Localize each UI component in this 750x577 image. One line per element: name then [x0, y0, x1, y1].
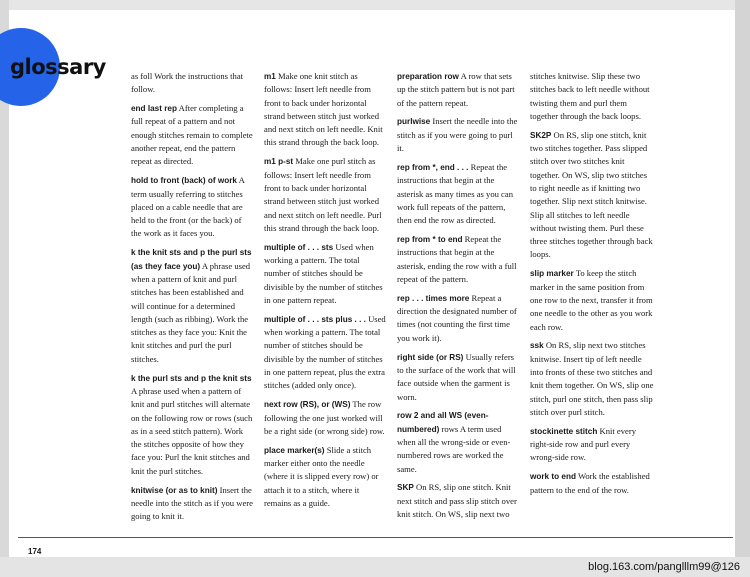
glossary-entry: [530, 339, 654, 419]
glossary-term: hold to front (back) of work: [131, 176, 237, 186]
glossary-entry: [530, 425, 654, 465]
glossary-entry: [530, 70, 654, 123]
glossary-entry: [397, 115, 521, 155]
glossary-term: k the purl sts and p the knit sts: [131, 373, 252, 383]
glossary-entry: as foll Work the instructions that follow.: [131, 71, 244, 95]
glossary-entry: [264, 398, 387, 438]
glossary-definition: On RS, slip next two stitches knitwise. Insert tip of left needle into fronts of these two stitches and knit them together. On WS, slip one stitch, purl one stitch, then pass slip stitch over purl stitch.: [530, 340, 654, 417]
glossary-definition: Repeat the instructions that begin at the asterisk as many times as you can work full repeats of the pattern, then end the row as directed.: [397, 161, 513, 226]
glossary-term: work to end: [530, 472, 576, 482]
glossary-term: place marker(s): [264, 445, 325, 455]
glossary-column-2: [264, 70, 387, 516]
glossary-term: SK2P: [530, 130, 552, 140]
glossary-definition: On RS, slip one stitch, knit two stitches together. Pass slipped stitch over two stitches knit together. On WS, slip two stitches to right needle as if knitting two together. Slip next stitch knitwise. Slip all stitches to left needle without twisting them. Purl these three stitches together through back loops.: [530, 129, 653, 260]
glossary-term: m1 p-st: [264, 157, 294, 167]
glossary-entry: [397, 481, 521, 521]
glossary-entry: [264, 155, 387, 235]
glossary-definition: Insert the needle into the stitch as if you were going to purl it.: [397, 116, 518, 154]
glossary-definition: A phrase used when a pattern of knit and purl stitches will alternate on the following row or rows (such as in a seed stitch pattern). Work the stitches opposite of how they face you: Purl the knit stitches and knit the purl stitches.: [131, 385, 253, 476]
glossary-definition: Knit every right-side row and purl every wrong-side row.: [530, 425, 637, 463]
glossary-entry: [264, 241, 387, 307]
glossary-definition: Make one knit stitch as follows: Insert left needle from front to back under horizontal strand between stitch just worked and next stitch on left needle. Knit this strand through the back loop.: [264, 71, 383, 148]
glossary-term: knitwise (or as to knit): [131, 485, 218, 495]
glossary-column-1: [131, 70, 253, 529]
scan-top-border: [0, 0, 750, 10]
page-number: 174: [28, 547, 42, 556]
glossary-definition: A phrase used when a pattern of knit and purl stitches has been established and will continue for a determined length (such as ribbing). Work the stitches as they face you: Knit the knit stitches and purl the purl stitches.: [131, 260, 251, 364]
glossary-definition: Work the established pattern to the end of the row.: [530, 471, 650, 495]
glossary-term: purlwise: [397, 117, 431, 127]
glossary-entry: [131, 246, 253, 366]
glossary-term: k the knit sts and p the purl sts (as they face you): [131, 248, 252, 271]
glossary-definition: On RS, slip one stitch. Knit next stitch and pass slip stitch over knit stitch. On WS, slip next two: [397, 482, 517, 520]
glossary-term: ssk: [530, 341, 544, 351]
glossary-entry: [397, 233, 521, 286]
glossary-term: right side (or RS): [397, 352, 464, 362]
glossary-term: next row (RS), or (WS): [264, 400, 351, 410]
page-title: glossary: [10, 55, 106, 79]
glossary-term: rep from *, end . . .: [397, 162, 469, 172]
glossary-term: end last rep: [131, 104, 177, 114]
glossary-definition: Usually refers to the surface of the work that will face outside when the garment is worn.: [397, 351, 516, 402]
glossary-term: multiple of . . . sts: [264, 242, 334, 252]
glossary-definition: Make one purl stitch as follows: Insert left needle from front to back under horizontal strand between stitch just worked and next stitch on left needle. Purl this strand through the back loop.: [264, 156, 382, 233]
glossary-entry: [530, 267, 654, 333]
glossary-term: multiple of . . . sts plus . . .: [264, 314, 366, 324]
glossary-column-4: [530, 70, 654, 502]
glossary-entry: [397, 70, 521, 110]
glossary-term: row 2 and all WS (even-numbered): [397, 411, 489, 434]
glossary-entry: [264, 70, 387, 150]
footer-divider: [18, 537, 733, 538]
glossary-definition: Used when working a pattern. The total number of stitches should be divisible by the number of stitches in one pattern repeat, plus the extra stitches (added only once).: [264, 313, 386, 391]
glossary-entry: [131, 484, 253, 524]
glossary-definition: Used when working a pattern. The total number of stitches should be divisible by the number of stitches in one pattern repeat.: [264, 241, 383, 305]
glossary-definition: Slide a stitch marker either onto the needle (where it is slipped every row) or attach it to a stitch, where it remains as a guide.: [264, 444, 379, 508]
glossary-entry: [264, 444, 387, 510]
glossary-definition: stitches knitwise. Slip these two stitches back to left needle without twisting them and purl them together through the back loops.: [530, 71, 650, 121]
glossary-term: rep from * to end: [397, 235, 463, 245]
glossary-entry: [397, 161, 521, 227]
glossary-definition: The row following the one just worked will be a right side (or wrong side) row.: [264, 399, 385, 436]
glossary-entry: [131, 372, 253, 478]
glossary-definition: Insert the needle into the stitch as if you were going to knit it.: [131, 484, 253, 522]
glossary-term: preparation row: [397, 72, 459, 81]
glossary-definition: A row that sets up the stitch pattern but is not part of the pattern repeat.: [397, 71, 515, 108]
glossary-term: m1: [264, 72, 276, 81]
glossary-term: stockinette stitch: [530, 426, 598, 436]
glossary-entry: [131, 174, 253, 240]
glossary-entry: [530, 470, 654, 497]
glossary-entry: [530, 129, 654, 262]
glossary-entry: [131, 102, 253, 168]
glossary-definition: rows A term used when all the wrong-side or even-numbered rows are worked the same.: [397, 423, 511, 474]
glossary-entry: [397, 351, 521, 404]
glossary-term: rep . . . times more: [397, 293, 470, 303]
glossary-definition: To keep the stitch marker in the same position from one row to the next, transfer it from one needle to the other as you work each row.: [530, 268, 653, 332]
glossary-definition: Repeat the instructions that begin at the asterisk, ending the row with a full repeat of the pattern.: [397, 234, 517, 284]
scan-right-border: [735, 0, 750, 577]
glossary-entry: [397, 292, 521, 345]
glossary-entry: [264, 313, 387, 393]
glossary-definition: After completing a full repeat of a pattern and not enough stitches remain to complete another repeat, end the pattern repeat as directed.: [131, 103, 253, 167]
glossary-definition: Repeat a direction the designated number of times (not counting the first time you work it).: [397, 292, 517, 343]
watermark-text: blog.163.com/panglllm99@126: [588, 561, 740, 573]
glossary-term: SKP: [397, 483, 414, 493]
glossary-entry: [397, 409, 521, 475]
glossary-definition: A term usually referring to stitches placed on a cable needle that are held to the front (or the back) of the work as it faces you.: [131, 175, 245, 239]
glossary-term: slip marker: [530, 269, 574, 279]
glossary-column-3: [397, 70, 521, 527]
